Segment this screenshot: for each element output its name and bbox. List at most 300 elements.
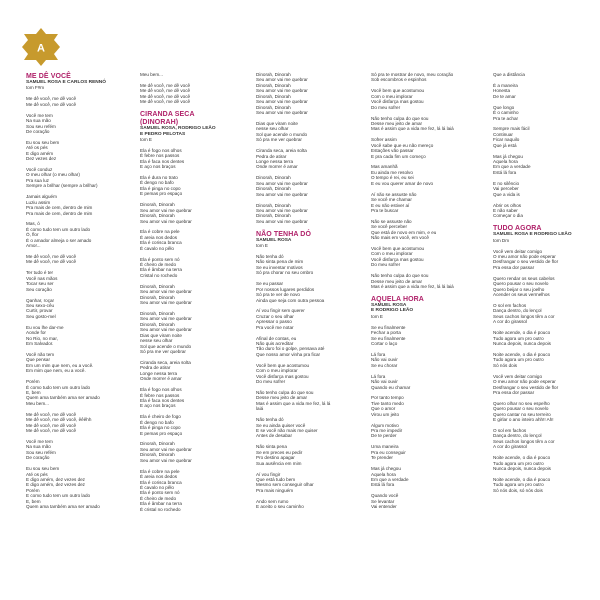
lyric-line: Está lá fora: [371, 482, 395, 488]
lyric-line: Seu amor vai me quebrar: [256, 99, 308, 105]
lyric-line: Pra eu conseguir: [371, 449, 406, 455]
lyric-line: Algum motivo: [371, 422, 399, 428]
lyric-line: Longe nessa terra: [256, 159, 294, 164]
lyric-line: Fechar a porta: [371, 330, 401, 336]
lyric-line: Não tenho culpa do que sou: [256, 389, 314, 395]
lyric-line: nesse seu olhar: [256, 126, 289, 132]
lyric-line: Você sabe que eu não mereço: [371, 142, 434, 148]
lyric-line: Cristal no rochedo: [140, 272, 178, 278]
lyric-line: Do meu sofrer: [371, 262, 401, 268]
lyric-line: Ela é ponto sem nó: [140, 256, 180, 262]
lyric-line: Se eu ainda quiser você: [256, 422, 306, 428]
section-letter: A: [37, 42, 45, 55]
lyric-line: É areia nos dedos: [140, 234, 178, 240]
lyric-line: Aquela hora: [371, 471, 396, 477]
lyric-line: Seu amor vai me quebrar: [140, 218, 192, 224]
lyric-line: Pra essa dor passar: [493, 264, 535, 270]
section-badge: [20, 26, 62, 68]
lyric-line: E não saber: [493, 207, 518, 213]
lyric-line: Pra mais ninguém: [256, 487, 294, 493]
lyric-line: Sofrer assim: [371, 137, 397, 143]
lyric-line: E aceito o seu caminho: [256, 504, 304, 510]
lyric-line: E eu vou querer amar de novo: [371, 180, 434, 186]
lyric-line: tom E: [256, 243, 268, 249]
lyric-line: Só nós dois, só nós dois: [493, 487, 543, 493]
lyric-line: No Rio, no mar,: [26, 335, 58, 341]
lyric-line: Qanhar, roçar: [26, 297, 55, 303]
lyrics-column-4: [371, 72, 454, 510]
lyric-line: E digo amém: [26, 150, 54, 156]
lyric-line: Afinal de contas, eu: [256, 335, 297, 341]
lyric-line: Dinorah, Dinorah: [256, 82, 291, 88]
lyric-line: Tudo agora um pro outro: [493, 335, 544, 341]
lyric-line: Mas é assim que a vida me fez, lá lá laiá: [371, 126, 454, 132]
lyric-line: Se eu passar: [256, 281, 284, 287]
lyric-line: Quero olhar no seu espelho: [493, 400, 550, 406]
lyric-line: O meu olhar (o meu olhar): [26, 172, 80, 178]
lyric-line: Me dê você, me dê você: [26, 422, 77, 428]
lyric-line: Mas já chegou: [371, 466, 401, 472]
lyric-line: A cor do girassol: [493, 444, 527, 450]
lyric-line: Dinorah, Dinorah: [140, 294, 175, 300]
lyric-line: Dias que viram noite: [256, 120, 298, 126]
lyric-line: Pra mais de cem, dentro de mim: [26, 205, 93, 211]
lyric-line: Desfrangar o seu vestido de flor: [493, 259, 559, 265]
lyric-line: Pedra de atirar: [140, 365, 171, 371]
lyric-line: O sol em fachos: [493, 428, 527, 433]
lyric-line: Virou um jeito: [371, 411, 400, 417]
stanza-gap: [371, 290, 454, 295]
lyric-line: Me dê você, me dê você: [140, 82, 191, 88]
lyric-line: Dinorah, Dinorah: [140, 202, 175, 208]
lyric-line: Você me tem: [26, 438, 53, 444]
lyric-line: Me dê você, me dê você: [26, 254, 77, 259]
lyric-line: Quem ama também ama ser amado: [26, 395, 100, 401]
lyric-line: Dias que viram noite: [140, 332, 182, 338]
lyric-line: Meu bem...: [26, 400, 49, 406]
lyric-line: Sob escombros e espinhos: [371, 77, 427, 83]
lyric-line: Seu amor vai me quebrar: [140, 207, 192, 213]
lyric-line: Noite acende, o dia é pouco: [493, 330, 551, 336]
lyric-line: Você nas mãos: [26, 275, 58, 281]
lyric-line: Noite acende, o dia é pouco: [493, 351, 551, 357]
lyric-line: Me dê você, me dê você: [26, 428, 77, 433]
lyric-line: Me dê você, me dê você: [140, 88, 191, 94]
lyric-line: Com o meu implorar: [371, 93, 413, 99]
lyric-line: Sou seu refém: [26, 123, 56, 129]
lyric-line: E pra cada fim um começo: [371, 153, 426, 159]
lyric-line: Se eu chorar: [371, 362, 398, 368]
lyric-line: Ela é dura no trato: [140, 175, 178, 180]
lyric-line: Ela é faca nos dentes: [140, 397, 185, 403]
lyric-line: Mas amanhã: [371, 164, 398, 170]
lyric-line: Só pra te mostrar de novo, meu coração: [371, 72, 454, 77]
lyric-line: Mas é assim que a vida me fez, lá lá laiá: [371, 284, 454, 290]
lyric-line: E, bem: [26, 498, 41, 504]
lyrics-column-5: [493, 72, 572, 493]
lyric-line: Dinorah, Dinorah: [256, 186, 291, 192]
lyric-line: Seu amor vai me quebrar: [256, 191, 308, 197]
lyric-line: É febre nos passos: [140, 392, 180, 398]
lyric-line: Você me tem: [26, 112, 53, 118]
lyric-line: Seu amor vai me quebrar: [140, 289, 192, 295]
lyric-line: Quero cantar no seu terreiro: [493, 411, 551, 417]
lyric-line: Eu sou seu bem: [26, 139, 60, 145]
lyric-line: Não mais em você, em você: [371, 235, 429, 241]
lyric-line: Seu amor vai me quebrar: [140, 457, 192, 463]
lyric-line: Porém: [26, 379, 40, 385]
lyric-line: Se você me chamar: [371, 197, 412, 203]
lyric-line: Mesmo sem conseguir olhar: [256, 482, 314, 488]
lyric-line: Ela é ponto sem nó: [140, 490, 180, 496]
lyric-line: tom F#m: [26, 85, 45, 91]
lyric-line: Sol que acende o mundo: [256, 131, 308, 137]
lyric-line: Ainda que seja com outra pessoa: [256, 297, 325, 303]
lyric-line: Seus cachos longos têm a cor: [493, 313, 555, 319]
lyric-line: Sempre mais fácil: [493, 126, 530, 132]
lyric-line: Dinorah, Dinorah: [256, 175, 291, 181]
lyric-line: Não quis acreditar: [256, 341, 294, 346]
lyric-line: Ela é fogo nos olhos: [140, 147, 182, 153]
lyric-line: Tive tanto medo: [371, 400, 404, 406]
lyric-line: Sou seu refém: [26, 449, 56, 455]
lyric-line: Dinorah, Dinorah: [140, 283, 175, 289]
lyric-line: Pra mais de cem, dentro de mim: [26, 210, 93, 216]
lyric-line: E aço nos braços: [140, 403, 176, 409]
lyric-line: Onde morrer é amar: [140, 376, 182, 382]
lyric-line: Você disfarça mas gostou: [371, 99, 424, 105]
lyric-line: Só pra chorar no seu ombro: [256, 270, 314, 276]
lyric-line: Vai perceber: [493, 186, 519, 192]
lyric-line: Você disfarça mas gostou: [256, 373, 309, 379]
stanza-gap: [256, 224, 330, 229]
lyric-line: É como tudo tem um outro lado: [26, 226, 91, 232]
lyric-line: É dengo no bafo: [140, 180, 174, 186]
song-credit: E PEDRO PELOTAS: [140, 131, 186, 137]
lyric-line: Seu sexo-cêu: [26, 302, 55, 308]
lyric-line: Você vem deitar comigo: [493, 248, 543, 254]
lyric-line: Ter tudo é ter: [26, 270, 54, 276]
lyric-line: Ela é pinga no copo: [140, 185, 181, 191]
song-credit: SAMUEL ROSA E CARLOS RENNÓ: [26, 80, 106, 85]
lyric-line: Dinorah, Dinorah: [140, 321, 175, 327]
lyric-line: Em que a verdade: [371, 476, 409, 482]
lyric-line: É cristal no rochedo: [140, 506, 181, 512]
lyric-line: Quero rendar os seus cabelos: [493, 275, 555, 281]
lyric-line: Lá fora: [371, 351, 386, 357]
lyric-line: Seu amor vai me quebrar: [140, 316, 192, 322]
lyric-line: Uma maneira: [371, 444, 399, 450]
lyric-line: Sempre a brilhar (sempre a brilhar): [26, 183, 98, 189]
lyric-line: Seu amor vai me quebrar: [256, 77, 308, 83]
lyric-line: É cheiro de medo: [140, 262, 177, 267]
lyric-line: Só pra me ver quebrar: [140, 349, 186, 354]
lyric-line: Não tenho culpa do que sou: [371, 115, 429, 121]
lyric-line: Até os pés: [26, 471, 48, 477]
lyric-line: Pra essa dor passar: [493, 389, 535, 395]
lyric-line: Na sua mão: [26, 444, 51, 450]
lyric-line: Pra te buscar: [371, 207, 399, 213]
lyric-line: Ando sem rumo: [256, 498, 289, 504]
lyric-line: Não vai ouvir: [371, 379, 398, 385]
lyric-line: Por tanto tempo: [371, 395, 404, 401]
song-title: NÃO TENHA DÓ: [256, 230, 311, 238]
lyric-line: É cavalo no pêlo: [140, 245, 174, 251]
lyric-line: É como tudo tem um outro lado: [26, 384, 91, 390]
lyric-line: Aonde for: [26, 330, 46, 336]
lyric-line: Cruzar o seu olhar: [256, 313, 294, 319]
lyric-line: Ela é cobre na pele: [140, 229, 180, 235]
lyric-line: Só pra me ver quebrar: [256, 137, 302, 143]
lyric-line: Quero pousar o seu novelo: [493, 406, 549, 412]
lyric-line: Tocar seu ser: [26, 281, 54, 287]
lyric-line: Eu sou seu bem: [26, 466, 60, 472]
lyric-line: Honesta: [493, 88, 511, 94]
song-title: ME DÊ VOCÊ: [26, 73, 71, 80]
lyric-line: Sua ausência em mim: [256, 460, 302, 466]
lyric-line: E digo amém, dez vezes dez: [26, 482, 85, 488]
lyric-line: Se eu finalmente: [371, 335, 406, 341]
lyric-line: Dinorah, Dinorah: [256, 93, 291, 99]
lyric-line: Seu amor vai me quebrar: [256, 207, 308, 213]
lyric-line: É dengo no bafo: [140, 419, 174, 425]
lyric-line: Dinorah, Dinorah: [256, 202, 291, 208]
lyric-line: Dinorah, Dinorah: [256, 104, 291, 110]
lyric-line: Porém: [26, 487, 40, 493]
lyric-line: Você bem que acostumou: [371, 88, 425, 94]
lyric-line: Até os pés: [26, 145, 48, 151]
lyric-line: Me dê você, me dê você: [26, 101, 77, 107]
lyric-line: E aço nos braços: [140, 164, 176, 170]
lyric-line: Se levantar: [371, 498, 395, 504]
lyric-line: Ela é cobre na pele: [140, 468, 180, 474]
lyric-line: Dez vezes dez: [26, 156, 57, 162]
lyric-line: Jamais alguém: [26, 194, 57, 200]
song-title: (DINORAH): [140, 119, 179, 127]
lyric-line: Ficar naquilo: [493, 137, 520, 143]
lyric-line: Nunca depois, nunca depois: [493, 341, 551, 346]
lyric-line: tom E: [371, 313, 383, 319]
lyric-line: Que o amor: [371, 406, 396, 412]
lyric-line: Ela é corisca branca: [140, 240, 182, 246]
lyric-line: É o amador almeja o ser amado: [26, 237, 92, 243]
lyric-line: Dança dentro, do lençol: [493, 433, 542, 439]
lyric-line: Você bem que acostumou: [256, 362, 310, 368]
lyric-line: Não sinta pena de mim: [256, 259, 304, 265]
lyric-line: Só pra te ver de novo: [256, 292, 300, 298]
lyric-line: Sol que acende o mundo: [140, 343, 192, 349]
lyric-line: Noite acende, o dia é pouco: [493, 476, 551, 482]
lyric-line: Em que a verdade: [493, 164, 531, 170]
lyric-line: Seu amor vai me quebrar: [256, 218, 308, 224]
lyric-line: Seu amor vai me quebrar: [256, 88, 308, 94]
lyric-line: Ciranda seca, areia solta: [140, 359, 191, 365]
lyric-line: Do meu sofrer: [371, 104, 401, 110]
lyric-line: Me dê você, me dê você: [140, 93, 191, 99]
song-title: CIRANDA SECA: [140, 111, 195, 119]
lyric-line: tom Dm: [493, 237, 510, 243]
lyric-line: Vai entender: [371, 504, 397, 510]
lyric-line: Dinorah, Dinorah: [140, 213, 175, 219]
lyric-line: Quero beijar o seu joelho: [493, 286, 545, 292]
lyric-line: Você vem deitar comigo: [493, 373, 543, 379]
lyric-line: Seu amor vai me quebrar: [140, 327, 192, 333]
lyric-line: Que já está: [493, 142, 517, 148]
lyric-line: Meu bem...: [140, 72, 163, 77]
lyric-line: Lá fora: [371, 373, 386, 379]
lyric-line: Está lá fora: [493, 169, 517, 175]
lyric-line: Que longo: [493, 104, 515, 110]
lyric-line: Abrir os olhos: [493, 202, 522, 208]
lyric-line: Dinorah, Dinorah: [256, 72, 291, 77]
lyric-line: Ela é faca nos dentes: [140, 158, 185, 164]
lyric-line: Não tenha dó: [256, 254, 284, 259]
lyric-line: Dinorah, Dinorah: [140, 310, 175, 316]
lyric-line: Em mim que nem, eu a você.: [26, 368, 86, 374]
lyric-line: Seu coração: [26, 286, 52, 292]
lyric-line: Eu ainda me resolvo: [371, 169, 413, 175]
lyric-line: Eu vou lhe dar-me: [26, 324, 64, 330]
lyric-line: tom E: [140, 136, 152, 142]
lyric-line: Aí vou fingir sem querer: [256, 308, 305, 314]
lyric-line: Ela é corisca branca: [140, 479, 182, 485]
lyric-line: Seu amor vai me quebrar: [256, 110, 308, 116]
lyric-line: Seu gosto-mel: [26, 313, 56, 319]
lyric-line: Que nosso amor vinha pra ficar: [256, 351, 321, 357]
lyric-line: E pemas pro espaço: [140, 430, 183, 436]
lyric-line: Não vai ouvir: [371, 357, 398, 363]
lyric-line: Desse meu jeito de amar: [371, 120, 423, 126]
lyric-line: Na sua mão: [26, 118, 51, 124]
lyric-line: Luziu assim: [26, 199, 51, 205]
lyric-line: Me dê você, me dê você: [140, 99, 191, 105]
song-credit: SAMUEL ROSA: [256, 237, 292, 243]
lyric-line: Em um mim que nem, eu a você.: [26, 362, 94, 368]
song-credit: E RODRIGO LEÃO: [371, 308, 414, 314]
lyric-line: Quero pousar o seu novelo: [493, 281, 549, 287]
lyric-line: Com o meu implorar: [256, 368, 298, 374]
lyric-line: Que a vida is: [493, 191, 520, 197]
lyric-line: É febre nos passos: [140, 153, 180, 159]
lyric-line: O meu amor não pode esperar: [493, 254, 556, 259]
lyric-line: Não tenho culpa do que sou: [371, 273, 429, 279]
lyric-line: Me dê você, me dê você, êêêhh: [26, 417, 92, 423]
lyric-line: De coração: [26, 128, 50, 134]
lyric-line: E no silêncio: [493, 180, 520, 186]
lyric-line: É a maneira: [493, 82, 518, 88]
lyric-line: Que está de novo em mim, e eu: [371, 229, 437, 235]
stanza-gap: [140, 105, 216, 110]
lyric-line: E se você não mais me quiser: [256, 428, 318, 433]
song-title: AQUELA HORA: [371, 295, 424, 303]
lyric-line: Seus cachos longos têm a cor: [493, 438, 555, 444]
song-title: TUDO AGORA: [493, 225, 542, 233]
lyric-line: Ela é âmbar na terra: [140, 267, 182, 273]
lyric-line: Ela é cheiro de fogo: [140, 414, 181, 420]
lyric-line: O sol em fachos: [493, 302, 527, 308]
lyric-line: Aquela hora: [493, 159, 518, 164]
lyric-line: E pemas pro espaço: [140, 191, 183, 197]
lyric-line: Que a distância: [493, 72, 525, 77]
song-credit: SAMUEL ROSA, RODRIGO LEÃO: [140, 126, 216, 132]
lyric-line: Não tenha dó: [256, 417, 284, 423]
lyric-line: O tempo é rei, eu sei: [371, 175, 414, 181]
lyric-line: Te prender: [371, 455, 393, 461]
lyric-line: Longe nessa terra: [140, 370, 178, 376]
lyric-line: E girlar o ano inteiro ahh!! Ah!: [493, 417, 554, 423]
lyric-line: Desfrangar o seu vestido de flor: [493, 384, 559, 390]
lyric-line: Pra te achar: [493, 115, 519, 121]
lyric-line: Começar o dia: [493, 213, 523, 219]
lyric-line: Se em preces eu pedir: [256, 449, 303, 455]
lyric-line: Noite acende, o dia é pouco: [493, 455, 551, 461]
lyric-line: Pedra de atirar: [256, 153, 287, 159]
lyric-line: Quando eu chamar: [371, 384, 411, 390]
lyric-line: Mas já chegou: [493, 153, 523, 159]
lyric-line: Curtir, provar: [26, 308, 53, 314]
lyric-line: Me dê você, me dê você: [26, 411, 77, 417]
lyric-line: Pra sua luz: [26, 177, 49, 183]
lyric-line: Desse meu jeito de amar: [371, 278, 423, 284]
lyric-line: Se eu inventar motivos: [256, 264, 303, 270]
lyric-line: Aí não se assuste não: [371, 191, 417, 197]
lyric-line: A cor do girassol: [493, 319, 527, 325]
lyric-line: Tão duro foi o golpe, pensava até: [256, 346, 325, 352]
lyric-line: Mas, ó: [26, 221, 40, 227]
lyric-line: Que está tudo bem: [256, 476, 296, 482]
lyric-line: Antes de desabar: [256, 433, 293, 439]
lyric-line: Onde morrer é amar: [256, 164, 298, 170]
lyric-line: Acender os seus vermelhos: [493, 292, 550, 298]
lyric-line: Se eu finalmente: [371, 324, 406, 330]
lyric-line: nesse seu olhar: [140, 338, 173, 344]
lyric-line: Ciranda seca, areia solta: [256, 148, 307, 154]
lyric-line: Quando você: [371, 493, 399, 499]
lyric-line: E como tudo tem um outro lado: [26, 493, 91, 499]
lyric-line: Seu amor vai me quebrar: [140, 446, 192, 452]
lyric-line: Pra me impedir: [371, 428, 403, 433]
lyric-line: Tudo agora um pro outro: [493, 357, 544, 363]
lyric-line: Apressar o passo: [256, 319, 292, 325]
lyric-line: É cheiro de medo: [140, 495, 177, 501]
lyric-line: É cavalo no pêlo: [140, 484, 174, 490]
lyric-line: Dinorah, Dinorah: [140, 441, 175, 447]
song-credit: SAMUEL ROSA: [371, 302, 407, 308]
lyric-line: Pro destino apagar: [256, 455, 295, 461]
lyric-line: E eu não estiver aí: [371, 202, 410, 208]
lyric-line: Me dê você, me dê você: [26, 96, 77, 102]
lyric-line: Ela é fogo nos olhos: [140, 387, 182, 393]
lyric-line: laiá: [256, 406, 264, 412]
lyric-line: Amor...: [26, 243, 41, 249]
lyric-line: Desse meu jeito de amar: [256, 395, 308, 401]
lyric-line: Não sinta pena: [256, 444, 287, 450]
lyric-line: Tudo agora um pro outro: [493, 482, 544, 488]
stanza-gap: [493, 219, 572, 224]
lyrics-column-3: [256, 72, 330, 510]
lyric-line: Dinorah, Dinorah: [256, 213, 291, 219]
lyric-line: Que pensar: [26, 357, 51, 363]
lyric-line: Ó, flor: [26, 232, 39, 238]
lyric-line: Não se assuste não: [371, 218, 412, 224]
lyric-line: Você não tem: [26, 351, 55, 357]
lyric-line: Seu amor vai me quebrar: [256, 180, 308, 186]
lyric-line: Cortar o laço: [371, 341, 398, 346]
lyric-line: O meu amor não pode esperar: [493, 379, 556, 385]
lyric-line: Pra você me notar: [256, 324, 294, 330]
lyric-line: De te amar: [493, 93, 516, 99]
lyric-line: Nunca depois, nunca depois: [493, 466, 551, 472]
